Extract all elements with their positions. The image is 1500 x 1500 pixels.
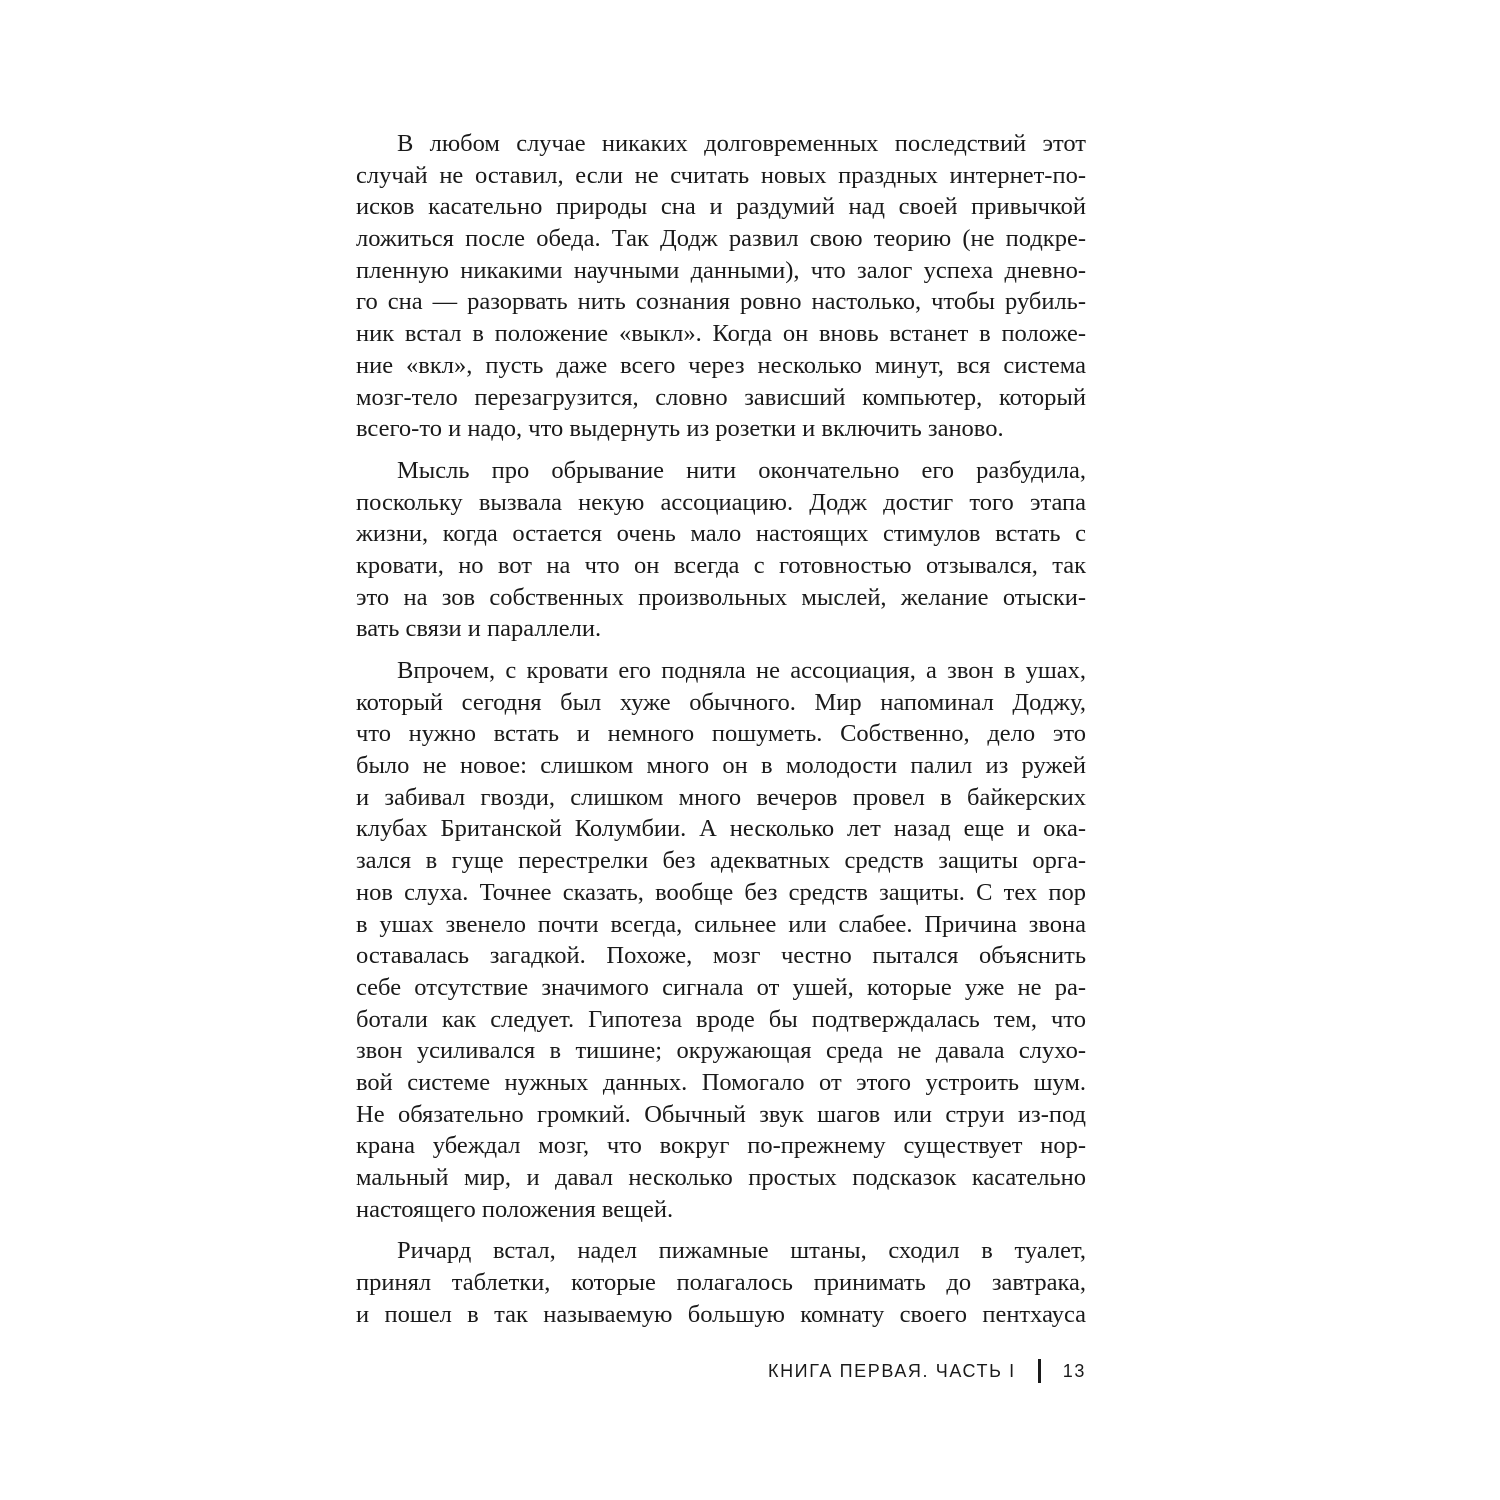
text-line: в ушах звенело почти всегда, сильнее или слабее. Причина звона [356,910,1086,938]
text-line: и забивал гвозди, слишком много вечеров провел в байкерских [356,783,1086,811]
text-line: вой системе нужных данных. Помогало от этого устроить шум. [356,1068,1086,1096]
text-line: оставалась загадкой. Похоже, мозг честно пытался объяснить [356,942,1086,970]
text-line: кровати, но вот на что он всегда с готовностью отзывался, так [356,551,1086,579]
text-line: В любом случае никаких долговременных последствий этот [397,130,1086,157]
text-line: Впрочем, с кровати его подняла не ассоциация, а звон в ушах, [397,657,1086,684]
paragraph-gap [356,1225,1086,1235]
text-line: поскольку вызвала некую ассоциацию. Додж достиг того этапа [356,488,1086,516]
text-line: пленную никакими научными данными), что залог успеха дневно- [356,256,1086,284]
text-line: Не обязательно громкий. Обычный звук шагов или струи из-под [356,1100,1086,1128]
page-footer [768,1358,1086,1384]
text-line: го сна — разорвать нить сознания ровно настолько, чтобы рубиль- [356,288,1086,316]
text-line: всего-то и надо, что выдернуть из розетки и включить заново. [356,415,1004,443]
text-line: мозг-тело перезагрузится, словно зависший компьютер, который [356,383,1086,411]
text-line: ложиться после обеда. Так Додж развил свою теорию (не подкре- [356,225,1086,253]
text-line: себе отсутствие значимого сигнала от ушей, которые уже не ра- [356,973,1086,1001]
text-line: мальный мир, и давал несколько простых подсказок касательно [356,1164,1086,1191]
text-line: который сегодня был хуже обычного. Мир напоминал Доджу, [356,688,1086,716]
text-line: клубах Британской Колумбии. А несколько лет назад еще и ока- [356,815,1086,843]
text-line: было не новое: слишком много он в молодости палил из ружей [356,752,1086,780]
text-line: это на зов собственных произвольных мыслей, желание отыски- [356,583,1086,611]
text-line: Ричард встал, надел пижамные штаны, сходил в туалет, [397,1237,1086,1265]
text-line: настоящего положения вещей. [356,1195,674,1223]
text-line: вать связи и параллели. [356,615,602,643]
text-line: нов слуха. Точнее сказать, вообще без средств защиты. С тех пор [356,878,1086,906]
text-line: жизни, когда остается очень мало настоящих стимулов встать с [356,520,1086,548]
text-line: крана убеждал мозг, что вокруг по-прежнему существует нор- [356,1132,1086,1160]
body-text [356,128,1086,1330]
paragraph-gap [356,445,1086,455]
text-line: ботали как следует. Гипотеза вроде бы подтверждалась тем, что [356,1005,1086,1033]
text-line: Мысль про обрывание нити окончательно его разбудила, [397,456,1086,484]
text-line: зался в гуще перестрелки без адекватных средств защиты орга- [356,847,1086,875]
text-line: ние «вкл», пусть даже всего через несколько минут, вся система [356,351,1086,379]
text-line: и пошел в так называемую большую комнату своего пентхауса [356,1300,1086,1328]
text-line: звон усиливался в тишине; окружающая среда не давала слухо- [356,1037,1086,1065]
text-line: случай не оставил, если не считать новых праздных интернет-по- [356,161,1086,189]
running-head: КНИГА ПЕРВАЯ. ЧАСТЬ I [768,1360,1016,1381]
text-line: принял таблетки, которые полагалось принимать до завтрака, [356,1269,1086,1297]
text-line: что нужно встать и немного пошуметь. Собственно, дело это [356,720,1086,748]
text-line: ник встал в положение «выкл». Когда он вновь встанет в положе- [356,320,1086,348]
text-line: исков касательно природы сна и раздумий над своей привычкой [356,193,1086,221]
paragraph-gap [356,645,1086,655]
footer-divider [1038,1359,1041,1383]
page-number: 13 [1062,1360,1086,1381]
